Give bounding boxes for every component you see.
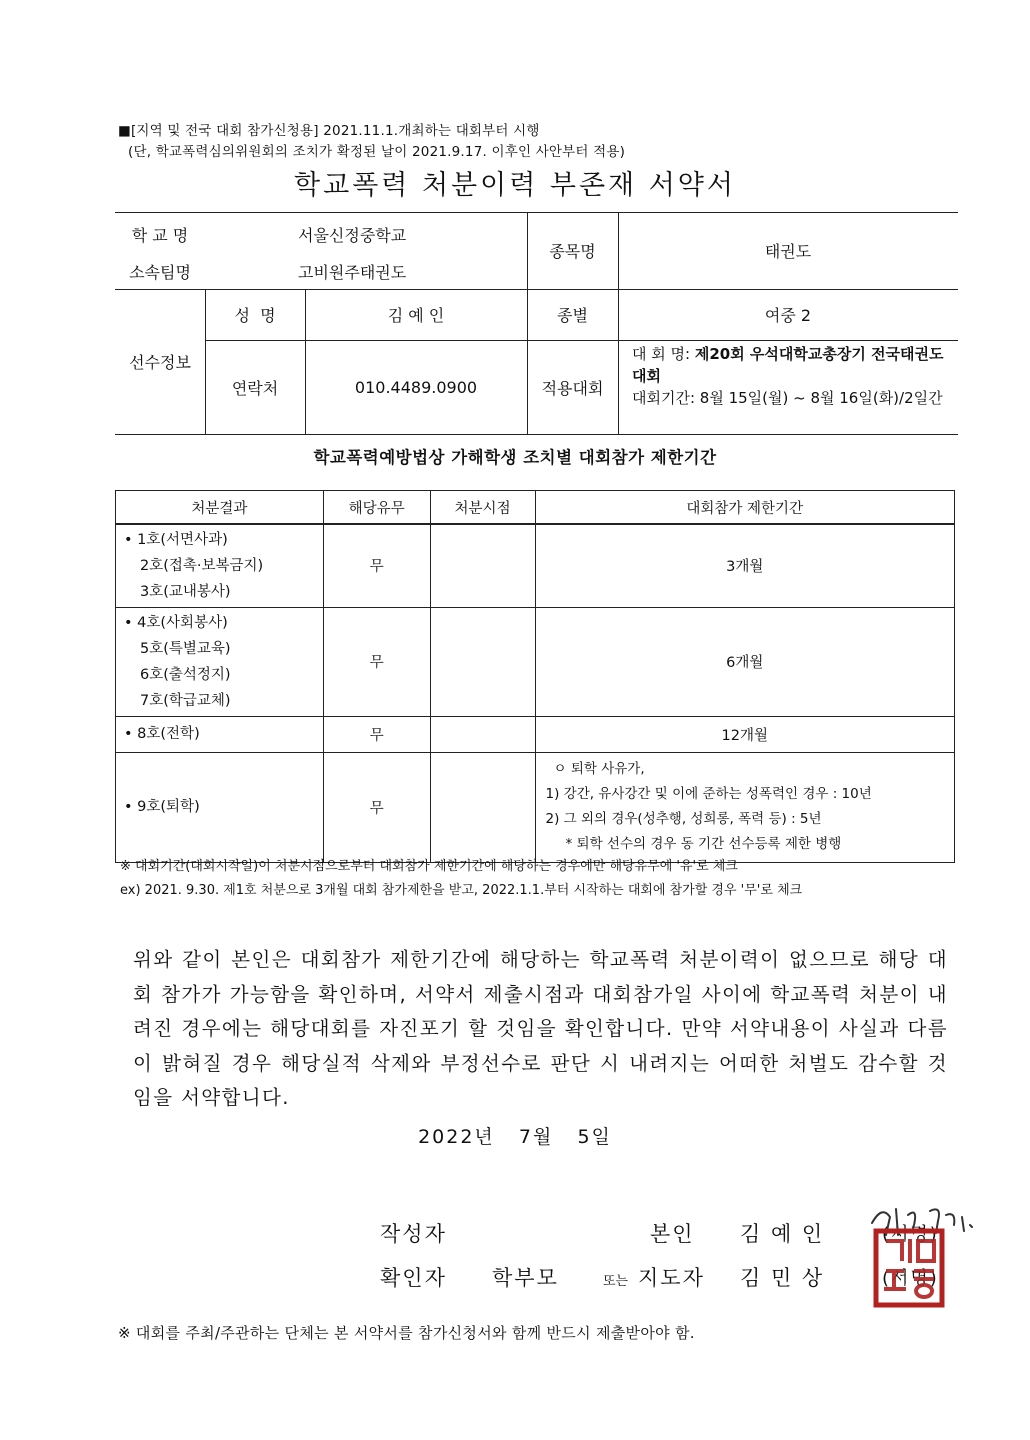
pledge-text: 위와 같이 본인은 대회참가 제한기간에 해당하는 학교폭력 처분이력이 없으므로 해당 대회 참가가 가능함을 확인하며, 서약서 제출시점과 대회참가일 사이에 학교폭력 처분이 내려진 경우에는 해당대회를 자진포기 할 것임을 확인합니다. 만약 서약내용이 사실과 다름이 밝혀질 경우 해당실적 삭제와 부정선수로 판단 시 내려지는 어떠한 처벌도 감수할 것임을 서약합니다. [133, 948, 948, 1109]
penalty-item: • 1호(서면사과) [124, 531, 228, 548]
penalty-item: 7호(학급교체) [140, 692, 231, 709]
timing-value [430, 524, 535, 607]
document-title: 학교폭력 처분이력 부존재 서약서 [294, 170, 736, 201]
competition-period: 대회기간: 8월 15일(월) ~ 8월 16일(화)/2일간 [632, 389, 943, 407]
gender-value: 여중 2 [764, 306, 812, 325]
applicable-value: 무 [323, 752, 430, 862]
guardian-name: 김 민 상 [740, 1266, 825, 1290]
timing-value [430, 607, 535, 716]
writer-label: 작성자 [380, 1222, 447, 1246]
applicable-value: 무 [323, 607, 430, 716]
seal-stamp [872, 1227, 946, 1309]
penalty-item: 2호(접촉·보복금지) [140, 557, 264, 574]
table-row [116, 716, 955, 752]
period-detail-line: ㅇ 퇴학 사유가, [553, 761, 645, 777]
name-label: 성 명 [234, 306, 276, 325]
guardian-sign-label: (서명) [882, 1268, 939, 1289]
self-label: 본인 [650, 1222, 695, 1246]
or-label: 또는 [603, 1274, 629, 1289]
team-label: 소속팀명 [129, 262, 191, 282]
header-timing: 처분시점 [430, 491, 535, 525]
competition-label: 적용대회 [541, 378, 604, 398]
self-name: 김 예 인 [740, 1222, 825, 1246]
event-value: 태권도 [764, 242, 812, 261]
table-row [116, 524, 955, 607]
notice-line-1: ■[지역 및 전국 대회 참가신청용] 2021.11.1.개최하는 대회부터 시행 [118, 123, 540, 139]
event-label: 종목명 [549, 242, 596, 261]
school-label: 학 교 명 [131, 225, 189, 245]
penalty-item: • 9호(퇴학) [124, 799, 200, 815]
penalty-item: 3호(교내봉사) [140, 583, 231, 600]
guardian-label: 지도자 [638, 1266, 705, 1290]
penalty-header-row [116, 491, 955, 525]
note-1: ※ 대회기간(대회시작일)이 처분시점으로부터 대회참가 제한기간에 해당하는 경우에만 해당유무에 '유'로 체크 [120, 859, 738, 874]
penalty-item: • 4호(사회봉사) [124, 614, 228, 631]
header-applicable: 해당유무 [323, 491, 430, 525]
table-row [116, 752, 955, 862]
self-sign-label: (서명) [882, 1224, 939, 1245]
competition-name: 대 회 명: 제20회 우석대학교총장기 전국태권도대회 [632, 345, 944, 385]
note-2: ex) 2021. 9.30. 제1호 처분으로 3개월 대회 참가제한을 받고, 2022.1.1.부터 시작하는 대회에 참가할 경우 '무'로 체크 [120, 883, 803, 898]
contact-value: 010.4489.0900 [354, 377, 478, 397]
header-result: 처분결과 [116, 491, 324, 525]
notice-line-2: (단, 학교폭력심의위원회의 조치가 확정된 날이 2021.9.17. 이후인 사안부터 적용) [128, 144, 626, 160]
confirmer-label: 확인자 [380, 1266, 447, 1290]
period-detail-line: * 퇴학 선수의 경우 동 기간 선수등록 제한 병행 [565, 836, 842, 852]
table-row [116, 607, 955, 716]
school-value: 서울신정중학교 [298, 225, 407, 245]
penalty-section-title: 학교폭력예방법상 가해학생 조치별 대회참가 제한기간 [313, 448, 717, 467]
athlete-info-label: 선수정보 [129, 353, 191, 372]
period-details [535, 752, 955, 862]
period-detail-line: 1) 강간, 유사강간 및 이에 준하는 성폭력인 경우 : 10년 [545, 786, 872, 802]
timing-value [430, 716, 535, 752]
timing-value [430, 752, 535, 862]
penalty-item: 6호(출석정지) [140, 666, 231, 683]
team-value: 고비원주태권도 [298, 262, 407, 282]
header-period: 대회참가 제한기간 [535, 491, 955, 525]
period-value: 3개월 [535, 524, 955, 607]
period-value: 12개월 [535, 716, 955, 752]
parent-label: 학부모 [492, 1266, 559, 1290]
competition-info [624, 343, 954, 409]
name-value: 김 예 인 [387, 306, 445, 325]
penalty-item: • 8호(전학) [124, 726, 200, 742]
applicable-value: 무 [323, 524, 430, 607]
penalty-item: 5호(특별교육) [140, 640, 231, 657]
pledge-date: 2022년 7월 5일 [418, 1126, 612, 1148]
footer-note: ※ 대회를 주최/주관하는 단체는 본 서약서를 참가신청서와 함께 반드시 제출받아야 함. [118, 1324, 695, 1342]
period-detail-line: 2) 그 외의 경우(성추행, 성희롱, 폭력 등) : 5년 [545, 811, 822, 827]
applicable-value: 무 [323, 716, 430, 752]
contact-label: 연락처 [231, 378, 279, 398]
period-value: 6개월 [535, 607, 955, 716]
penalty-table [115, 490, 955, 863]
gender-label: 종별 [557, 306, 588, 325]
